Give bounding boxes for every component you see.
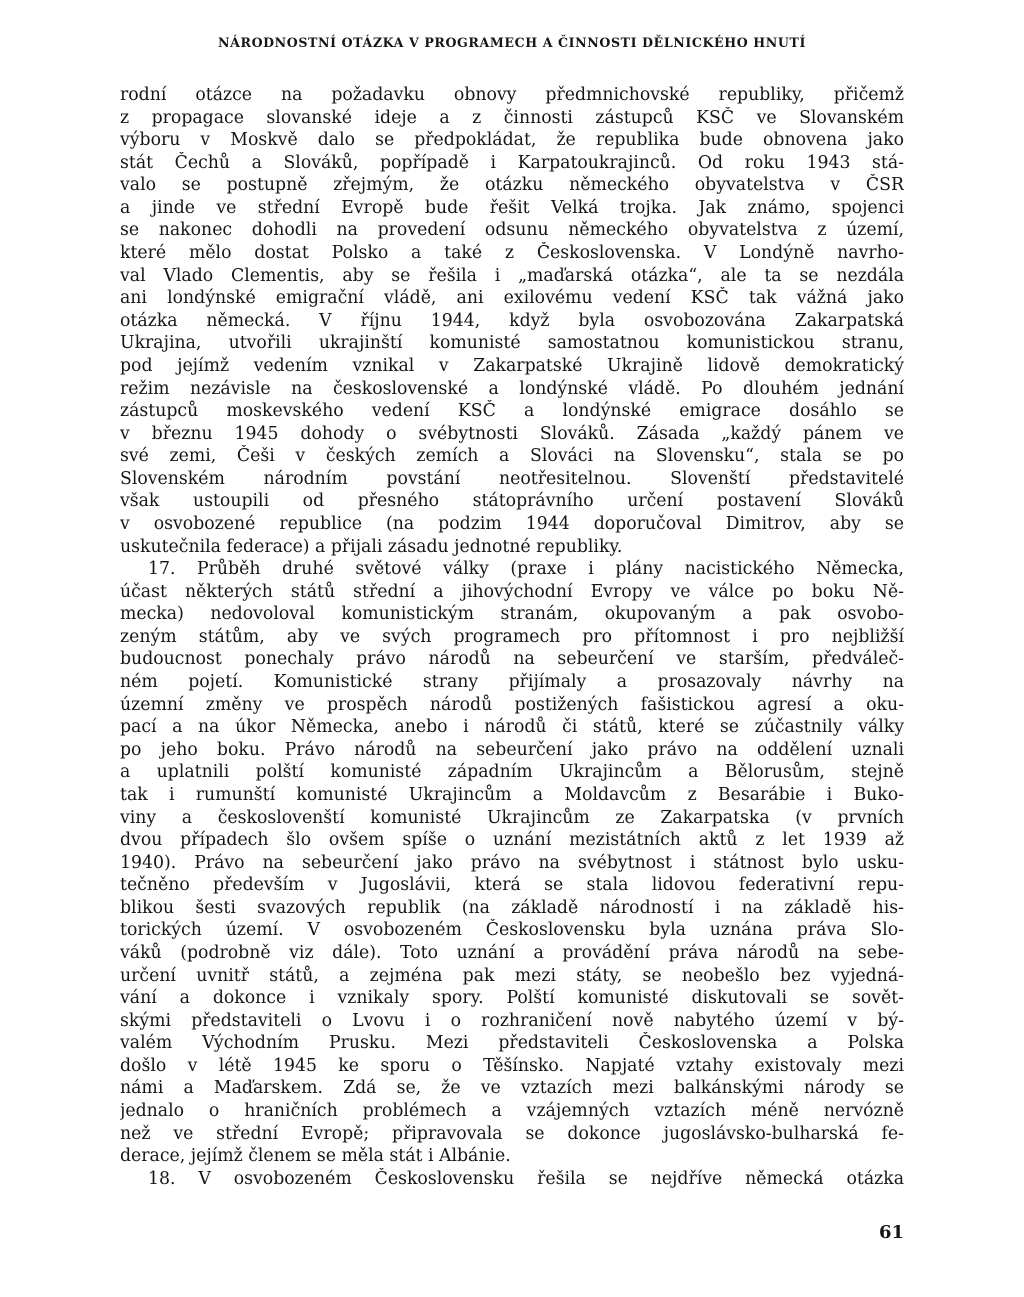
text-line: mecka) nedovoloval komunistickým stranám, okupovaným a pak osvobo- (120, 604, 904, 625)
text-line: skými představiteli o Lvovu i o rozhraničení nově nabytého území v bý- (120, 1010, 904, 1031)
text-line: Slovenském národním povstání neotřesitelnou. Slovenští představitelé (120, 468, 904, 489)
text-line: 18. V osvobozeném Československu řešila se nejdříve německá otázka (148, 1168, 904, 1189)
text-line: 17. Průběh druhé světové války (praxe i plány nacistického Německa, (148, 559, 904, 580)
text-line: a jinde ve střední Evropě bude řešit Velká trojka. Jak známo, spojenci (120, 197, 904, 218)
text-line: uskutečnila federace) a přijali zásadu jednotné republiky. (120, 536, 623, 557)
text-line: vání a dokonce i vznikaly spory. Polští komunisté diskutovali se sovět- (120, 988, 904, 1009)
text-line: v osvobozené republice (na podzim 1944 doporučoval Dimitrov, aby se (120, 513, 904, 534)
page-number: 61 (878, 1222, 904, 1243)
text-line: val Vlado Clementis, aby se řešila i „maďarská otázka“, ale ta se nezdála (120, 265, 904, 286)
text-line: v březnu 1945 dohody o svébytnosti Slováků. Zásada „každý pánem ve (120, 423, 904, 444)
text-line: ném pojetí. Komunistické strany přijímaly a prosazovaly návrhy na (120, 672, 904, 693)
text-line: tečněno především v Jugoslávii, která se stala lidovou federativní repu- (120, 875, 904, 896)
text-line: však ustoupili od přesného státoprávního určení postavení Slováků (120, 491, 904, 512)
text-line: stát Čechů a Slováků, popřípadě i Karpatoukrajinců. Od roku 1943 stá- (120, 152, 904, 173)
text-line: derace, jejímž členem se měla stát i Albánie. (120, 1146, 511, 1167)
text-line: váků (podrobně viz dále). Toto uznání a provádění práva národů na sebe- (120, 942, 904, 963)
text-line: rodní otázce na požadavku obnovy předmnichovské republiky, přičemž (120, 85, 904, 105)
text-line: viny a českoslovenští komunisté Ukrajincům ze Zakarpatska (v prvních (120, 807, 904, 828)
text-line: které mělo dostat Polsko a také z Československa. V Londýně navrho- (120, 243, 904, 264)
text-line: došlo v létě 1945 ke sporu o Těšínsko. Napjaté vztahy existovaly mezi (120, 1055, 904, 1076)
text-line: valém Východním Prusku. Mezi představiteli Československa a Polska (120, 1033, 904, 1054)
text-line: zástupců moskevského vedení KSČ a londýnské emigrace dosáhlo se (120, 401, 904, 422)
text-line: výboru v Moskvě dalo se předpokládat, že republika bude obnovena jako (120, 130, 904, 151)
body-text (120, 84, 904, 1190)
text-line: své zemi, Češi v českých zemích a Slováci na Slovensku“, stala se po (120, 446, 904, 467)
text-line: budoucnost ponechaly právo národů na sebeurčení ve starším, předváleč- (120, 649, 904, 670)
text-line: dvou případech šlo ovšem spíše o uznání mezistátních aktů z let 1939 až (120, 830, 904, 851)
text-line: než ve střední Evropě; připravovala se dokonce jugoslávsko-bulharská fe- (120, 1123, 904, 1144)
text-line: územní změny ve prospěch národů postižených fašistickou agresí a oku- (120, 694, 904, 715)
text-line: torických území. V osvobozeném Československu byla uznána práva Slo- (120, 920, 904, 941)
text-line: jednalo o hraničních problémech a vzájemných vztazích méně nervózně (120, 1101, 904, 1122)
text-line: ani londýnské emigrační vládě, ani exilovému vedení KSČ tak vážná jako (120, 288, 904, 309)
text-line: 1940). Právo na sebeurčení jako právo na svébytnost i státnost bylo usku- (120, 852, 904, 873)
text-line: určení uvnitř států, a zejména pak mezi státy, se neobešlo bez vyjedná- (120, 965, 904, 986)
text-line: námi a Maďarskem. Zdá se, že ve vztazích mezi balkánskými národy se (120, 1078, 904, 1099)
text-line: zeným státům, aby ve svých programech pro přítomnost i pro nejbližší (120, 626, 904, 647)
text-line: a uplatnili polští komunisté západním Ukrajincům a Bělorusům, stejně (120, 762, 904, 783)
text-line: po jeho boku. Právo národů na sebeurčení jako právo na oddělení uznali (120, 739, 904, 760)
text-line: účast některých států střední a jihovýchodní Evropy ve válce po boku Ně- (120, 581, 904, 602)
text-line: blikou šesti svazových republik (na základě národností i na základě his- (120, 897, 904, 918)
text-line: valo se postupně zřejmým, že otázku německého obyvatelstva v ČSR (120, 175, 904, 196)
text-line: tak i rumunští komunisté Ukrajincům a Moldavcům z Besarábie i Buko- (120, 784, 904, 805)
text-line: z propagace slovanské ideje a z činnosti zástupců KSČ ve Slovanském (120, 107, 904, 128)
text-line: pod jejímž vedením vznikal v Zakarpatské Ukrajině lidově demokratický (120, 355, 904, 376)
text-line: Ukrajina, utvořili ukrajinští komunisté samostatnou komunistickou stranu, (120, 333, 904, 354)
text-line: pací a na úkor Německa, anebo i národů či států, které se zúčastnily války (120, 717, 904, 738)
text-line: otázka německá. V říjnu 1944, když byla osvobozována Zakarpatská (120, 310, 904, 331)
text-line: režim nezávisle na československé a londýnské vládě. Po dlouhém jednání (120, 378, 904, 399)
running-head: NÁRODNOSTNÍ OTÁZKA V PROGRAMECH A ČINNOSTI DĚLNICKÉHO HNUTÍ (218, 35, 806, 50)
text-line: se nakonec dohodli na provedení odsunu německého obyvatelstva z území, (120, 220, 904, 241)
